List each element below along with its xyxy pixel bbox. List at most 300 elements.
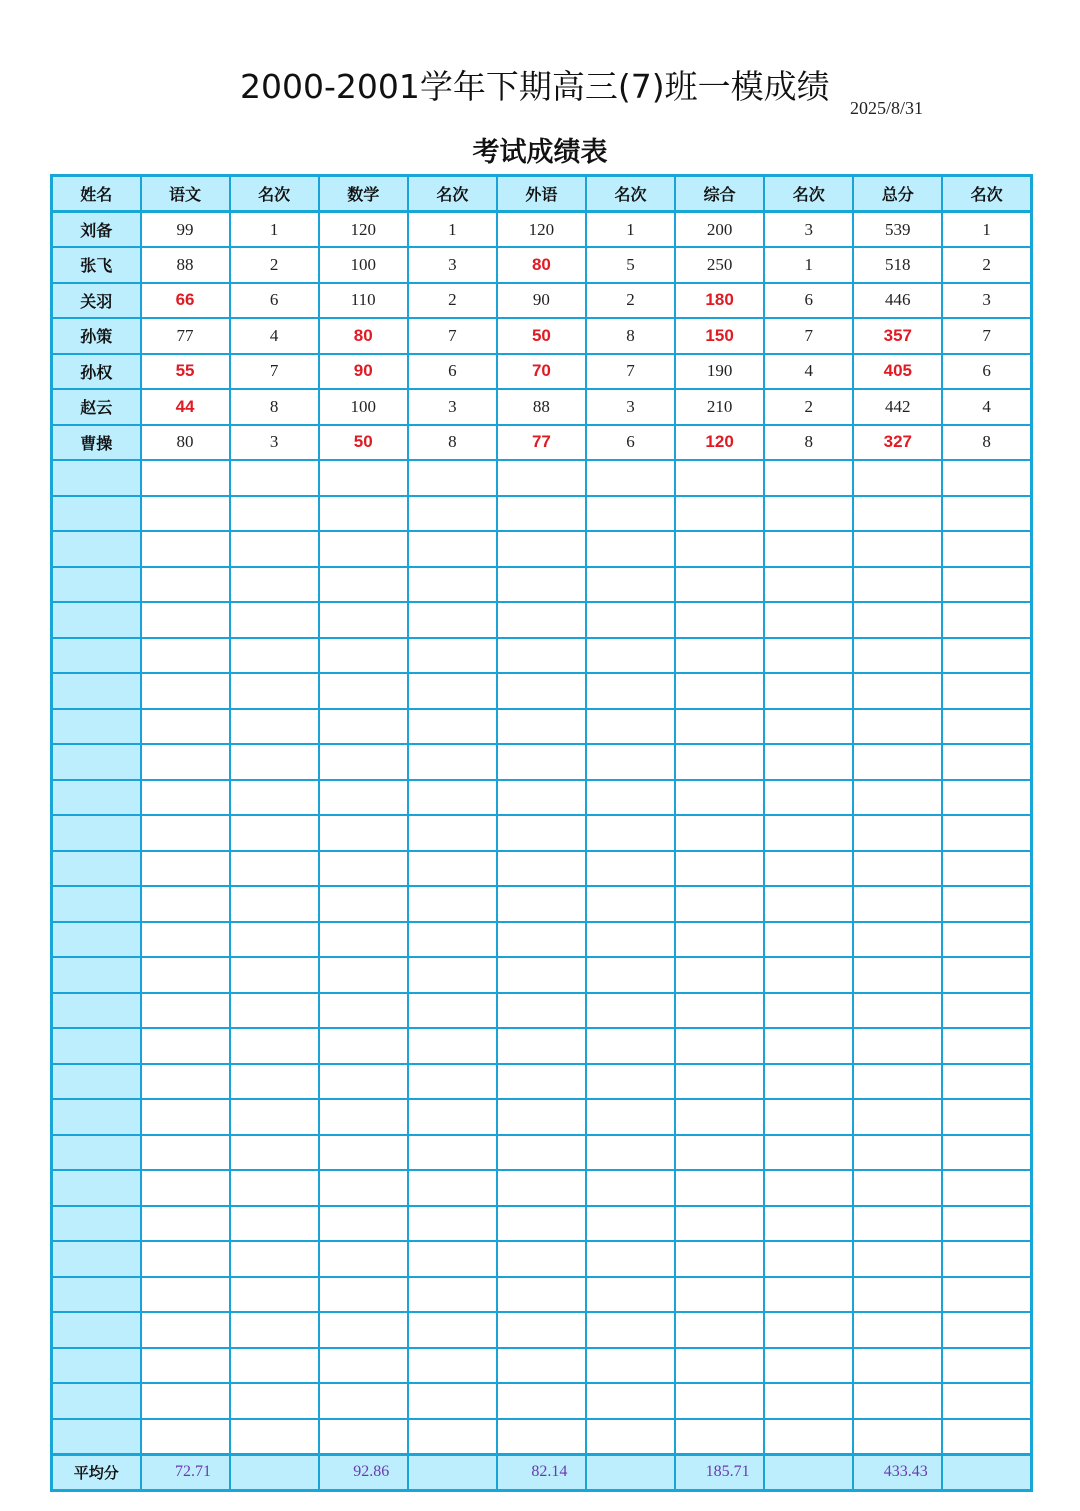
- empty-cell: [497, 1099, 586, 1135]
- empty-cell: [319, 957, 408, 993]
- empty-cell: [853, 1348, 942, 1384]
- empty-cell: [230, 460, 319, 496]
- empty-cell: [141, 1170, 230, 1206]
- empty-cell: [141, 1277, 230, 1313]
- student-name: 刘备: [52, 212, 141, 248]
- empty-cell: [319, 1312, 408, 1348]
- empty-cell: [764, 1135, 853, 1171]
- empty-cell: [141, 460, 230, 496]
- empty-cell: [319, 851, 408, 887]
- rank-cell: 6: [586, 425, 675, 461]
- empty-cell: [675, 460, 764, 496]
- empty-name-cell: [52, 744, 141, 780]
- empty-cell: [497, 638, 586, 674]
- empty-row: [52, 1383, 1032, 1419]
- empty-cell: [141, 1348, 230, 1384]
- empty-cell: [675, 1312, 764, 1348]
- score-cell: 250: [675, 247, 764, 283]
- empty-cell: [764, 1064, 853, 1100]
- empty-cell: [942, 886, 1031, 922]
- empty-cell: [764, 1170, 853, 1206]
- empty-row: [52, 496, 1032, 532]
- empty-cell: [408, 1170, 497, 1206]
- rank-cell: 7: [942, 318, 1031, 354]
- empty-cell: [764, 1099, 853, 1135]
- empty-cell: [942, 460, 1031, 496]
- rank-cell: 3: [586, 389, 675, 425]
- empty-cell: [408, 531, 497, 567]
- empty-cell: [586, 567, 675, 603]
- table-row: [52, 212, 1032, 248]
- student-name: 孙策: [52, 318, 141, 354]
- score-cell: 200: [675, 212, 764, 248]
- empty-name-cell: [52, 673, 141, 709]
- empty-cell: [319, 744, 408, 780]
- empty-cell: [408, 1135, 497, 1171]
- empty-cell: [319, 780, 408, 816]
- score-table: [50, 174, 1033, 1492]
- empty-cell: [497, 1241, 586, 1277]
- empty-cell: [230, 496, 319, 532]
- rank-cell: 3: [408, 247, 497, 283]
- empty-name-cell: [52, 602, 141, 638]
- header-chinese-rank: 名次: [230, 176, 319, 212]
- empty-cell: [319, 993, 408, 1029]
- empty-cell: [853, 1135, 942, 1171]
- empty-cell: [319, 709, 408, 745]
- header-math: 数学: [319, 176, 408, 212]
- empty-row: [52, 531, 1032, 567]
- empty-row: [52, 815, 1032, 851]
- empty-cell: [319, 567, 408, 603]
- empty-cell: [853, 1099, 942, 1135]
- empty-cell: [408, 1099, 497, 1135]
- score-cell: 90: [497, 283, 586, 319]
- empty-cell: [586, 922, 675, 958]
- score-cell: 190: [675, 354, 764, 390]
- empty-cell: [497, 815, 586, 851]
- empty-row: [52, 1348, 1032, 1384]
- score-cell: 80: [141, 425, 230, 461]
- empty-name-cell: [52, 1312, 141, 1348]
- empty-cell: [675, 531, 764, 567]
- rank-cell: 2: [230, 247, 319, 283]
- empty-cell: [141, 638, 230, 674]
- empty-cell: [853, 744, 942, 780]
- rank-cell: 1: [408, 212, 497, 248]
- empty-cell: [141, 567, 230, 603]
- empty-cell: [764, 1206, 853, 1242]
- empty-cell: [764, 1419, 853, 1455]
- empty-cell: [675, 993, 764, 1029]
- empty-cell: [586, 851, 675, 887]
- empty-cell: [853, 815, 942, 851]
- empty-cell: [853, 1028, 942, 1064]
- empty-cell: [141, 1206, 230, 1242]
- empty-cell: [230, 744, 319, 780]
- empty-cell: [675, 1028, 764, 1064]
- score-cell: 405: [853, 354, 942, 390]
- score-cell: 120: [675, 425, 764, 461]
- empty-row: [52, 1419, 1032, 1455]
- empty-cell: [764, 709, 853, 745]
- empty-cell: [942, 1383, 1031, 1419]
- empty-cell: [408, 1241, 497, 1277]
- empty-cell: [586, 1135, 675, 1171]
- empty-cell: [942, 744, 1031, 780]
- empty-cell: [319, 1170, 408, 1206]
- empty-row: [52, 1099, 1032, 1135]
- empty-cell: [141, 1135, 230, 1171]
- score-cell: 150: [675, 318, 764, 354]
- empty-cell: [942, 922, 1031, 958]
- empty-cell: [497, 851, 586, 887]
- rank-cell: 8: [764, 425, 853, 461]
- empty-name-cell: [52, 1206, 141, 1242]
- empty-cell: [675, 602, 764, 638]
- table-row: [52, 283, 1032, 319]
- empty-cell: [675, 1064, 764, 1100]
- empty-cell: [586, 1277, 675, 1313]
- empty-cell: [942, 780, 1031, 816]
- empty-cell: [141, 673, 230, 709]
- empty-cell: [853, 531, 942, 567]
- student-name: 赵云: [52, 389, 141, 425]
- rank-cell: 7: [408, 318, 497, 354]
- average-cell: 433.43: [853, 1454, 942, 1490]
- empty-cell: [675, 780, 764, 816]
- empty-cell: [230, 1206, 319, 1242]
- empty-cell: [230, 1170, 319, 1206]
- empty-cell: [942, 1348, 1031, 1384]
- table-header-row: [52, 176, 1032, 212]
- empty-name-cell: [52, 1419, 141, 1455]
- table-row: [52, 425, 1032, 461]
- empty-name-cell: [52, 993, 141, 1029]
- rank-cell: 2: [942, 247, 1031, 283]
- empty-cell: [764, 1348, 853, 1384]
- score-cell: 50: [497, 318, 586, 354]
- rank-cell: 2: [586, 283, 675, 319]
- average-label: 平均分: [52, 1454, 141, 1490]
- empty-cell: [497, 709, 586, 745]
- empty-cell: [764, 1383, 853, 1419]
- empty-name-cell: [52, 922, 141, 958]
- empty-cell: [942, 1206, 1031, 1242]
- empty-cell: [408, 673, 497, 709]
- empty-cell: [853, 1312, 942, 1348]
- empty-name-cell: [52, 957, 141, 993]
- empty-cell: [586, 1206, 675, 1242]
- empty-cell: [141, 1099, 230, 1135]
- empty-cell: [497, 1348, 586, 1384]
- empty-cell: [141, 780, 230, 816]
- rank-cell: 8: [942, 425, 1031, 461]
- empty-cell: [497, 496, 586, 532]
- document-title: 2000-2001学年下期高三(7)班一模成绩: [240, 67, 830, 106]
- rank-cell: 4: [942, 389, 1031, 425]
- empty-cell: [675, 922, 764, 958]
- empty-cell: [675, 1170, 764, 1206]
- rank-cell: 7: [764, 318, 853, 354]
- empty-cell: [942, 1099, 1031, 1135]
- empty-cell: [586, 993, 675, 1029]
- empty-cell: [675, 815, 764, 851]
- empty-name-cell: [52, 1099, 141, 1135]
- rank-cell: 7: [230, 354, 319, 390]
- empty-row: [52, 1277, 1032, 1313]
- document-date: 2025/8/31: [850, 98, 924, 118]
- empty-cell: [853, 602, 942, 638]
- empty-cell: [141, 1241, 230, 1277]
- empty-name-cell: [52, 1028, 141, 1064]
- empty-cell: [141, 496, 230, 532]
- empty-cell: [942, 673, 1031, 709]
- empty-cell: [764, 780, 853, 816]
- empty-cell: [319, 460, 408, 496]
- score-cell: 442: [853, 389, 942, 425]
- empty-cell: [675, 709, 764, 745]
- rank-cell: 2: [408, 283, 497, 319]
- empty-row: [52, 780, 1032, 816]
- empty-cell: [942, 1277, 1031, 1313]
- empty-cell: [853, 1419, 942, 1455]
- empty-cell: [497, 922, 586, 958]
- empty-cell: [230, 1348, 319, 1384]
- header-math-rank: 名次: [408, 176, 497, 212]
- average-cell: 82.14: [497, 1454, 586, 1490]
- empty-cell: [586, 460, 675, 496]
- empty-cell: [853, 957, 942, 993]
- average-cell: [942, 1454, 1031, 1490]
- empty-cell: [141, 1064, 230, 1100]
- rank-cell: 3: [764, 212, 853, 248]
- empty-cell: [764, 1241, 853, 1277]
- empty-row: [52, 673, 1032, 709]
- empty-cell: [764, 1028, 853, 1064]
- empty-cell: [853, 993, 942, 1029]
- empty-cell: [319, 1064, 408, 1100]
- empty-cell: [586, 1064, 675, 1100]
- empty-row: [52, 709, 1032, 745]
- score-cell: 80: [497, 247, 586, 283]
- empty-cell: [408, 567, 497, 603]
- empty-cell: [675, 1348, 764, 1384]
- empty-cell: [497, 1383, 586, 1419]
- empty-row: [52, 1064, 1032, 1100]
- empty-cell: [141, 815, 230, 851]
- empty-cell: [141, 531, 230, 567]
- empty-cell: [853, 1206, 942, 1242]
- empty-cell: [230, 1241, 319, 1277]
- empty-cell: [675, 744, 764, 780]
- empty-cell: [319, 1099, 408, 1135]
- rank-cell: 3: [408, 389, 497, 425]
- empty-row: [52, 1206, 1032, 1242]
- rank-cell: 1: [586, 212, 675, 248]
- empty-row: [52, 922, 1032, 958]
- empty-name-cell: [52, 851, 141, 887]
- rank-cell: 6: [230, 283, 319, 319]
- empty-cell: [853, 1064, 942, 1100]
- rank-cell: 8: [408, 425, 497, 461]
- empty-cell: [230, 1312, 319, 1348]
- empty-row: [52, 460, 1032, 496]
- student-name: 关羽: [52, 283, 141, 319]
- empty-cell: [942, 1419, 1031, 1455]
- empty-cell: [230, 1135, 319, 1171]
- empty-cell: [586, 957, 675, 993]
- empty-cell: [230, 993, 319, 1029]
- empty-cell: [319, 1206, 408, 1242]
- empty-cell: [675, 673, 764, 709]
- score-cell: 50: [319, 425, 408, 461]
- empty-name-cell: [52, 460, 141, 496]
- empty-name-cell: [52, 1064, 141, 1100]
- empty-cell: [408, 709, 497, 745]
- empty-cell: [942, 638, 1031, 674]
- empty-cell: [764, 815, 853, 851]
- empty-cell: [942, 957, 1031, 993]
- empty-cell: [853, 673, 942, 709]
- empty-cell: [764, 993, 853, 1029]
- score-cell: 100: [319, 247, 408, 283]
- empty-cell: [408, 780, 497, 816]
- empty-cell: [230, 886, 319, 922]
- empty-row: [52, 638, 1032, 674]
- empty-row: [52, 886, 1032, 922]
- header-chinese: 语文: [141, 176, 230, 212]
- empty-cell: [497, 1312, 586, 1348]
- empty-cell: [764, 673, 853, 709]
- empty-cell: [586, 602, 675, 638]
- student-name: 孙权: [52, 354, 141, 390]
- empty-cell: [764, 602, 853, 638]
- empty-cell: [586, 744, 675, 780]
- empty-cell: [497, 780, 586, 816]
- average-row: [52, 1454, 1032, 1490]
- empty-cell: [319, 815, 408, 851]
- empty-cell: [408, 1419, 497, 1455]
- empty-cell: [942, 709, 1031, 745]
- empty-cell: [408, 922, 497, 958]
- empty-cell: [230, 780, 319, 816]
- student-name: 张飞: [52, 247, 141, 283]
- score-cell: 100: [319, 389, 408, 425]
- empty-cell: [230, 922, 319, 958]
- empty-cell: [319, 1383, 408, 1419]
- empty-name-cell: [52, 1135, 141, 1171]
- rank-cell: 1: [764, 247, 853, 283]
- empty-cell: [230, 851, 319, 887]
- empty-cell: [497, 1135, 586, 1171]
- empty-cell: [319, 1135, 408, 1171]
- empty-cell: [497, 1028, 586, 1064]
- header-foreign-language: 外语: [497, 176, 586, 212]
- empty-cell: [675, 1099, 764, 1135]
- empty-row: [52, 957, 1032, 993]
- empty-cell: [942, 1170, 1031, 1206]
- empty-cell: [764, 922, 853, 958]
- score-cell: 120: [319, 212, 408, 248]
- empty-cell: [853, 1277, 942, 1313]
- header-comprehensive-rank: 名次: [764, 176, 853, 212]
- empty-cell: [675, 1277, 764, 1313]
- empty-cell: [141, 744, 230, 780]
- empty-cell: [942, 1241, 1031, 1277]
- empty-cell: [141, 993, 230, 1029]
- header-total-rank: 名次: [942, 176, 1031, 212]
- empty-cell: [586, 531, 675, 567]
- empty-name-cell: [52, 638, 141, 674]
- empty-cell: [497, 1277, 586, 1313]
- empty-cell: [586, 1312, 675, 1348]
- empty-cell: [764, 531, 853, 567]
- empty-cell: [942, 815, 1031, 851]
- empty-cell: [675, 567, 764, 603]
- rank-cell: 5: [586, 247, 675, 283]
- empty-cell: [408, 1206, 497, 1242]
- table-row: [52, 247, 1032, 283]
- rank-cell: 1: [230, 212, 319, 248]
- empty-cell: [942, 1064, 1031, 1100]
- empty-row: [52, 1135, 1032, 1171]
- score-cell: 80: [319, 318, 408, 354]
- empty-cell: [230, 673, 319, 709]
- empty-cell: [319, 673, 408, 709]
- empty-cell: [408, 1277, 497, 1313]
- empty-name-cell: [52, 1348, 141, 1384]
- empty-cell: [853, 851, 942, 887]
- average-cell: 72.71: [141, 1454, 230, 1490]
- score-cell: 90: [319, 354, 408, 390]
- empty-name-cell: [52, 567, 141, 603]
- empty-row: [52, 1170, 1032, 1206]
- empty-cell: [319, 496, 408, 532]
- score-cell: 88: [497, 389, 586, 425]
- average-cell: 92.86: [319, 1454, 408, 1490]
- empty-cell: [675, 886, 764, 922]
- header-comprehensive: 综合: [675, 176, 764, 212]
- rank-cell: 3: [942, 283, 1031, 319]
- empty-cell: [586, 780, 675, 816]
- empty-cell: [764, 1277, 853, 1313]
- rank-cell: 6: [764, 283, 853, 319]
- empty-cell: [497, 993, 586, 1029]
- empty-cell: [230, 602, 319, 638]
- empty-cell: [764, 496, 853, 532]
- empty-cell: [141, 602, 230, 638]
- score-cell: 77: [141, 318, 230, 354]
- header-foreign-language-rank: 名次: [586, 176, 675, 212]
- empty-cell: [408, 460, 497, 496]
- empty-row: [52, 1028, 1032, 1064]
- table-row: [52, 318, 1032, 354]
- empty-cell: [230, 567, 319, 603]
- empty-cell: [942, 567, 1031, 603]
- empty-cell: [675, 1241, 764, 1277]
- empty-cell: [942, 496, 1031, 532]
- empty-cell: [675, 1206, 764, 1242]
- average-cell: [586, 1454, 675, 1490]
- header-total: 总分: [853, 176, 942, 212]
- empty-cell: [586, 709, 675, 745]
- empty-cell: [586, 638, 675, 674]
- score-cell: 446: [853, 283, 942, 319]
- score-cell: 110: [319, 283, 408, 319]
- empty-cell: [408, 815, 497, 851]
- score-cell: 66: [141, 283, 230, 319]
